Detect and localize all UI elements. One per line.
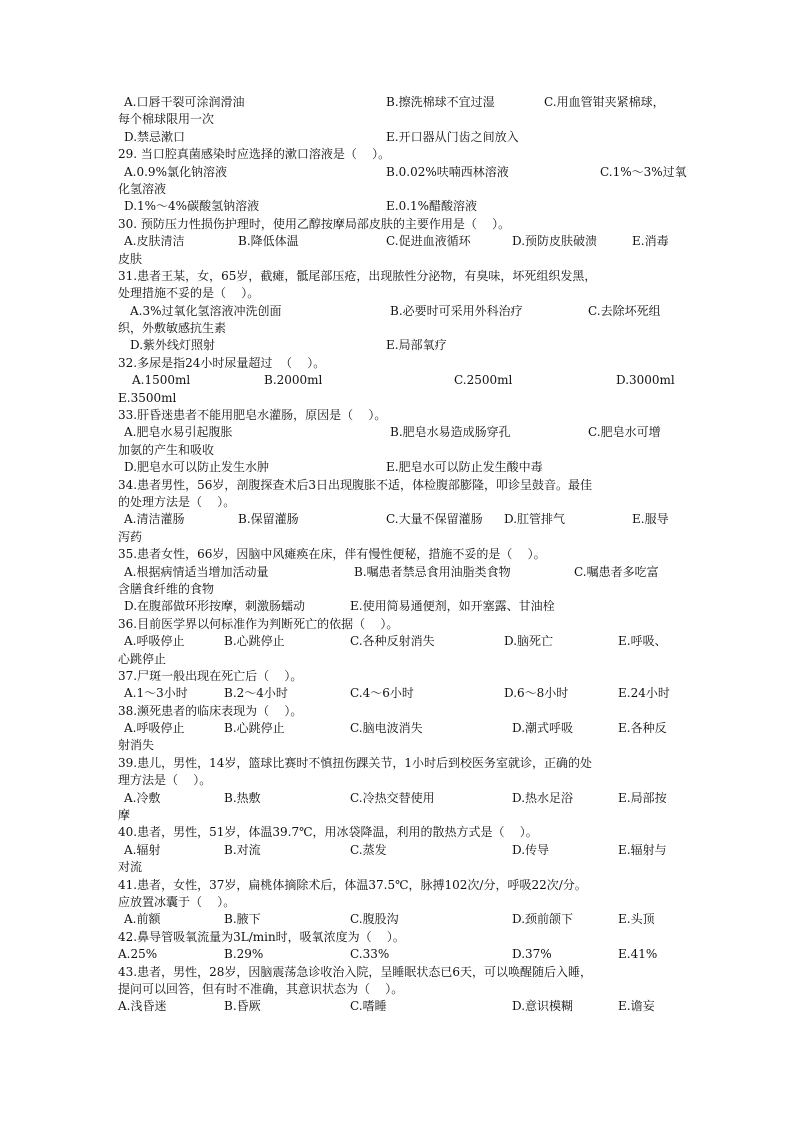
text-segment: 34.患者男性，56岁，剖腹探查术后3日出现腹胀不适，体检腹部膨隆，叩诊呈鼓音。最佳 xyxy=(118,477,592,492)
text-line xyxy=(118,964,684,981)
text-line xyxy=(118,564,684,581)
text-segment: 每个棉球限用一次 xyxy=(118,112,215,127)
text-segment: C.33% xyxy=(350,947,390,962)
text-segment: A.25% xyxy=(118,947,158,962)
text-segment: D.在腹部做环形按摩，刺激肠蠕动 xyxy=(124,599,306,614)
text-segment: D.6～8小时 xyxy=(504,686,569,701)
text-segment: C.嗜睡 xyxy=(350,999,387,1014)
text-line xyxy=(118,633,684,650)
text-line xyxy=(118,94,684,111)
text-line xyxy=(118,285,684,302)
text-segment: E.3500ml xyxy=(118,390,177,405)
text-line xyxy=(118,424,684,441)
text-segment: D.传导 xyxy=(512,842,550,857)
exam-page xyxy=(118,94,687,1016)
text-segment: D.潮式呼吸 xyxy=(512,721,574,736)
text-segment: B.擦洗棉球不宜过湿 xyxy=(386,95,495,109)
text-line xyxy=(118,894,684,911)
text-segment: E.0.1%醋酸溶液 xyxy=(386,199,478,214)
text-segment: 37.尸斑一般出现在死亡后（ ）。 xyxy=(118,668,303,683)
text-line xyxy=(118,720,684,737)
text-segment: A.0.9%氯化钠溶液 xyxy=(124,164,227,179)
text-segment: 化氢溶液 xyxy=(118,181,167,196)
text-line xyxy=(118,146,684,163)
text-segment: D.预防皮肤破溃 xyxy=(512,234,598,249)
text-segment: C.2500ml xyxy=(454,373,513,388)
text-segment: D.脑死亡 xyxy=(504,634,554,649)
text-segment: E.谵妄 xyxy=(618,999,655,1014)
text-segment: B.嘱患者禁忌食用油脂类食物 xyxy=(354,564,511,579)
text-segment: E.各种反 xyxy=(618,721,667,736)
text-segment: B.肥皂水易造成肠穿孔 xyxy=(390,425,511,440)
text-segment: C.蒸发 xyxy=(350,842,387,857)
text-segment: 38.濒死患者的临床表现为（ ）。 xyxy=(118,703,303,718)
text-segment: 泻药 xyxy=(118,529,143,544)
text-segment: C.脑电波消失 xyxy=(350,721,423,736)
text-line xyxy=(118,337,684,354)
text-segment: B.心跳停止 xyxy=(224,721,285,736)
text-line xyxy=(118,459,684,476)
text-segment: D.紫外线灯照射 xyxy=(130,338,216,353)
text-segment: A.1500ml xyxy=(132,373,191,388)
text-segment: D.意识模糊 xyxy=(512,999,574,1014)
text-segment: A.根据病情适当增加活动量 xyxy=(124,564,269,579)
text-line xyxy=(118,755,684,772)
text-segment: E.肥皂水可以防止发生酸中毒 xyxy=(386,460,543,475)
text-segment: C.冷热交替使用 xyxy=(350,790,435,805)
text-segment: 29. 当口腔真菌感染时应选择的漱口溶液是（ ）。 xyxy=(118,147,391,162)
text-segment: C.各种反射消失 xyxy=(350,634,435,649)
text-segment: A.肥皂水易引起腹胀 xyxy=(124,425,233,440)
text-segment: 织，外敷敏感抗生素 xyxy=(118,321,227,336)
text-segment: A.辐射 xyxy=(124,842,161,857)
text-line xyxy=(118,320,684,337)
text-segment: 42.鼻导管吸氧流量为3L/min时，吸氧浓度为（ ）。 xyxy=(118,929,405,944)
text-segment: A.皮肤清洁 xyxy=(124,234,185,249)
text-segment: 43.患者，男性，28岁，因脑震荡急诊收治入院，呈睡眠状态已6天，可以唤醒随后入睡， xyxy=(118,964,592,979)
text-line xyxy=(118,929,684,946)
text-segment: E.开口器从门齿之间放入 xyxy=(386,129,519,144)
text-segment: E.41% xyxy=(618,947,658,962)
text-segment: A.口唇干裂可涂润滑油 xyxy=(124,95,245,109)
text-segment: E.辐射与 xyxy=(618,842,667,857)
text-segment: D.肥皂水可以防止发生水肿 xyxy=(124,460,270,475)
text-line xyxy=(118,911,684,928)
text-segment: D.颈前颌下 xyxy=(512,912,574,927)
text-segment: 36.目前医学界以何标准作为判断死亡的依据（ ）。 xyxy=(118,616,399,631)
text-line xyxy=(118,981,684,998)
text-line xyxy=(118,824,684,841)
text-line xyxy=(118,772,684,789)
text-segment: C.4～6小时 xyxy=(350,686,414,701)
text-segment: B.0.02%呋喃西林溶液 xyxy=(386,164,509,179)
text-segment: E.呼吸、 xyxy=(618,634,667,649)
text-line xyxy=(118,111,684,128)
text-segment: C.用血管钳夹紧棉球， xyxy=(544,95,665,109)
text-segment: 的处理方法是（ ）。 xyxy=(118,494,236,509)
text-segment: 39.患儿，男性，14岁，篮球比赛时不慎扭伤踝关节，1小时后到校医务室就诊，正确的处 xyxy=(118,755,592,770)
text-segment: 加氨的产生和吸收 xyxy=(118,442,215,457)
text-segment: E.局部氧疗 xyxy=(386,338,447,353)
text-segment: C.肥皂水可增 xyxy=(588,425,661,440)
text-segment: C.去除坏死组 xyxy=(588,303,661,318)
text-segment: 应放置冰囊于（ ）。 xyxy=(118,894,236,909)
text-segment: D.37% xyxy=(512,947,552,962)
text-line xyxy=(118,685,684,702)
text-segment: D.热水足浴 xyxy=(512,790,574,805)
text-line xyxy=(118,877,684,894)
text-segment: E.局部按 xyxy=(618,790,667,805)
text-segment: A.呼吸停止 xyxy=(124,634,185,649)
text-line xyxy=(118,251,684,268)
text-segment: C.嘱患者多吃富 xyxy=(574,564,659,579)
text-segment: 心跳停止 xyxy=(118,651,167,666)
text-line xyxy=(118,737,684,754)
text-line xyxy=(118,164,687,181)
text-segment: A.1～3小时 xyxy=(124,686,188,701)
text-line xyxy=(118,998,684,1015)
text-segment: 40.患者，男性，51岁，体温39.7℃，用冰袋降温，利用的散热方式是（ ）。 xyxy=(118,825,538,840)
text-segment: A.3%过氧化氢溶液冲洗创面 xyxy=(130,303,282,318)
text-segment: E.头顶 xyxy=(618,912,655,927)
text-segment: E.服导 xyxy=(632,512,669,527)
text-segment: A.前额 xyxy=(124,912,161,927)
text-segment: 31.患者王某，女，65岁，截瘫，骶尾部压疮，出现脓性分泌物，有臭味，坏死组织发黑， xyxy=(118,268,597,283)
text-segment: D.3000ml xyxy=(616,373,675,388)
text-line xyxy=(118,216,684,233)
text-segment: D.肛管排气 xyxy=(504,512,566,527)
text-line xyxy=(118,372,684,389)
text-line xyxy=(118,946,684,963)
text-line xyxy=(118,703,684,720)
text-segment: C.大量不保留灌肠 xyxy=(386,512,483,527)
text-line xyxy=(118,477,684,494)
text-segment: A.冷敷 xyxy=(124,790,161,805)
text-line xyxy=(118,529,684,546)
text-segment: A.呼吸停止 xyxy=(124,721,185,736)
text-line xyxy=(118,303,684,320)
text-line xyxy=(118,129,684,146)
text-line xyxy=(118,790,684,807)
text-line xyxy=(118,511,684,528)
text-segment: C.促进血液循环 xyxy=(386,234,471,249)
text-line xyxy=(118,407,684,424)
text-segment: 对流 xyxy=(118,860,143,875)
text-segment: 理方法是（ ）。 xyxy=(118,773,212,788)
text-segment: B.降低体温 xyxy=(238,234,299,249)
text-segment: A.浅昏迷 xyxy=(118,999,167,1014)
text-line xyxy=(118,494,684,511)
text-segment: B.昏厥 xyxy=(224,999,261,1014)
text-line xyxy=(118,181,684,198)
text-segment: B.2000ml xyxy=(264,373,323,388)
text-line xyxy=(118,859,684,876)
text-segment: B.保留灌肠 xyxy=(238,512,299,527)
text-segment: 处理措施不妥的是（ ）。 xyxy=(118,286,260,301)
text-line xyxy=(118,616,684,633)
text-segment: C.腹股沟 xyxy=(350,912,399,927)
text-line xyxy=(118,198,684,215)
text-segment: E.使用简易通便剂，如开塞露、甘油栓 xyxy=(350,599,555,614)
text-line xyxy=(118,598,684,615)
text-segment: E.消毒 xyxy=(632,234,669,249)
text-line xyxy=(118,268,684,285)
text-line xyxy=(118,581,684,598)
text-segment: B.心跳停止 xyxy=(224,634,285,649)
text-segment: 皮肤 xyxy=(118,251,143,266)
text-line xyxy=(118,668,684,685)
text-segment: B.热敷 xyxy=(224,790,261,805)
text-line xyxy=(118,807,684,824)
text-segment: 摩 xyxy=(118,808,131,823)
text-segment: 41.患者，女性，37岁，扁桃体摘除术后，体温37.5℃，脉搏102次/分，呼吸22次/分。 xyxy=(118,877,587,892)
text-segment: B.腋下 xyxy=(224,912,261,927)
text-segment: B.29% xyxy=(224,947,264,962)
text-line xyxy=(118,546,684,563)
text-segment: 35.患者女性，66岁，因脑中风瘫痪在床，伴有慢性便秘，措施不妥的是（ ）。 xyxy=(118,547,546,562)
text-segment: 射消失 xyxy=(118,738,155,753)
text-line xyxy=(118,651,684,668)
text-segment: B.必要时可采用外科治疗 xyxy=(390,303,523,318)
text-segment: 30. 预防压力性损伤护理时，使用乙醇按摩局部皮肤的主要作用是（ ）。 xyxy=(118,216,511,231)
text-line xyxy=(118,390,684,407)
text-segment: B.2～4小时 xyxy=(224,686,288,701)
text-line xyxy=(118,355,684,372)
text-line xyxy=(118,842,684,859)
text-segment: 含膳食纤维的食物 xyxy=(118,581,215,596)
text-segment: D.禁忌漱口 xyxy=(124,129,186,144)
text-segment: E.24小时 xyxy=(618,686,670,701)
text-line xyxy=(118,442,684,459)
text-segment: A.清洁灌肠 xyxy=(124,512,185,527)
text-segment: 32.多尿是指24小时尿量超过 （ ）。 xyxy=(118,355,326,370)
text-segment: D.1%～4%碳酸氢钠溶液 xyxy=(124,199,260,214)
text-segment: B.对流 xyxy=(224,842,261,857)
text-line xyxy=(118,233,684,250)
text-segment: C.1%～3%过氧 xyxy=(600,164,687,179)
text-segment: 提问可以回答，但有时不准确，其意识状态为（ ）。 xyxy=(118,981,404,996)
text-segment: 33.肝昏迷患者不能用肥皂水灌肠，原因是（ ）。 xyxy=(118,408,387,423)
